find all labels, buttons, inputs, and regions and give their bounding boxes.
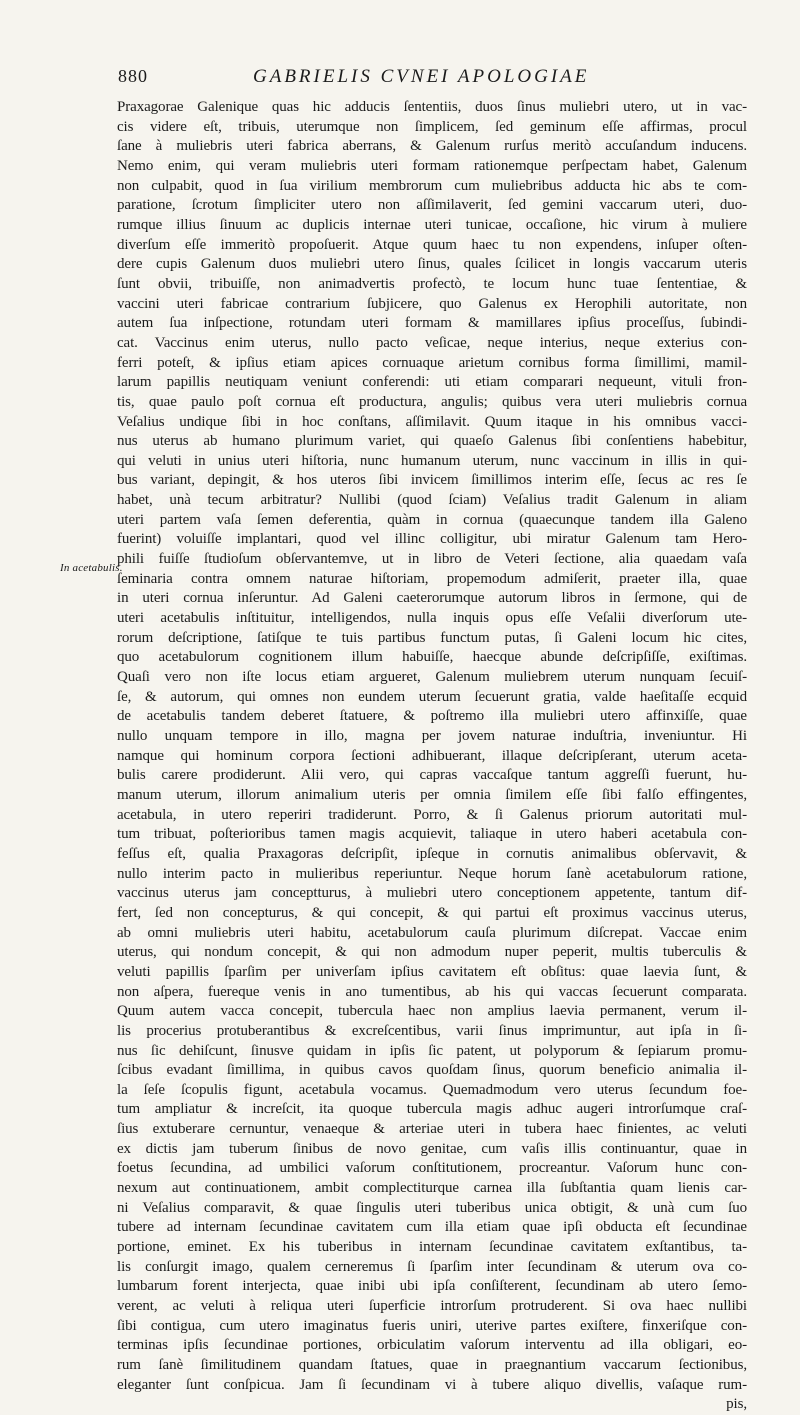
text-line: diverſum eſſe immeritò propoſuerit. Atque quum haec tu non expendens, inſuper oſten- — [117, 236, 747, 253]
text-line: tis, quae paulo poſt cornua eſt productura, angulis; quibus vera uteri muliebris cornua — [117, 393, 747, 410]
text-line: Veſalius undique ſibi in hoc conſtans, aſſimilavit. Quum itaque in his omnibus vacci- — [117, 413, 747, 430]
text-line: pis, — [726, 1396, 747, 1413]
text-line: terminas ipſis ſecundinae portiones, orbiculatim vaſorum interventu ad illa obligari, eo- — [117, 1337, 747, 1354]
text-line: nullo interim pacto in mulieribus reperiuntur. Neque horum ſanè acetabulorum ratione, — [117, 865, 747, 882]
text-line: tubere ad internam ſecundinae cavitatem cum illa etiam quae ipſi obducta eſt ſecundinae — [117, 1219, 747, 1236]
text-line: tum tribuat, poſterioribus tamen magis acquievit, taliaque in utero haberi acetabula con- — [117, 826, 747, 843]
text-line: qui veluti in unius uteri hiſtoria, nunc humanum uterum, nunc vaccinum in illis in qui- — [117, 452, 747, 469]
text-line: foetus ſecundina, ad umbilici vaſorum conſtitutionem, procreantur. Vaſorum hunc con- — [117, 1160, 747, 1177]
text-line: larum papillis neutiquam veniunt conferendi: uti etiam comparari nequeunt, vituli fron- — [117, 374, 747, 391]
text-line: nexum aut continuationem, ambit complectiturque carnea illa ſubſtantia quam lienis car- — [117, 1180, 747, 1197]
text-line: la ſeſe ſcopulis figunt, acetabula vocamus. Quemadmodum vero uterus ſecundum foe- — [117, 1081, 747, 1098]
text-line: fert, ſed non concepturus, & qui concepit, & qui partui eſt proximus vaccinus uterus, — [117, 904, 747, 921]
text-line: lis conſurgit imago, qualem cerneremus ſi ſparſim inter ſecundinam & uterum ova co- — [117, 1258, 747, 1275]
text-line: ſcibus evadant ſimillima, in quibus cavos quoſdam ſinus, quorum beneficio animalia il- — [117, 1062, 747, 1079]
text-line: Praxagorae Galenique quas hic adducis ſententiis, duos ſinus muliebri utero, ut in vac- — [117, 99, 747, 115]
text-line: ſeminaria contra omnem naturae hiſtoriam, propemodum admiſerit, praeter illa, quae — [117, 570, 747, 587]
text-line: habet, unà tecum arbitratur? Nullibi (quod ſciam) Veſalius tradit Galenum in aliam — [117, 492, 747, 509]
text-line: ab omni muliebris uteri habitu, acetabulorum cauſa plurimum diſcrepat. Vaccae enim — [117, 924, 747, 941]
marginal-note: In acetabulis. — [60, 562, 123, 574]
text-line: namque qui hominum corpora ſectioni adhibuerant, illaque deſcripſerant, uterum aceta- — [117, 747, 747, 764]
text-line: autem ſua inſpectione, rotundam uteri formam & mamillares ipſius proceſſus, ſubindi- — [117, 315, 747, 332]
text-line: bulis carere prodiderunt. Alii vero, qui capras vaccaſque tantum aggreſſi fuerunt, hu- — [117, 767, 747, 784]
text-line: uteri partem vaſa ſemen deferentia, quàm in cornua (quaecunque tandem illa Galeno — [117, 511, 747, 528]
text-line: rum ſanè ſimilitudinem quandam ſtatues, quae in praegnantium vaccarum ſectionibus, — [117, 1357, 747, 1373]
text-line: nullo unquam tempore in illo, magna per jovem naturae induſtria, inveniuntur. Hi — [117, 728, 747, 744]
text-line: ex dictis jam tuberum ſinibus de novo genitae, cum vaſis illis continuantur, quae in — [117, 1140, 747, 1157]
text-line: feſſus eſt, qualia Praxagoras deſcripſit, ipſeque in cornutis animalibus obſervavit, & — [117, 845, 747, 862]
text-line: ſibi contigua, cum utero imaginatus fueris uniri, uterive partes exiſtere, finxeriſque con- — [117, 1317, 747, 1334]
text-line: verent, ac veluti à reliqua uteri ſuperficie introrſum protruderent. Si ova haec nullibi — [117, 1298, 747, 1315]
text-line: phili fuiſſe ſtudioſum obſervantemve, ut in libro de Veteri ſectione, alia quaedam vaſa — [117, 551, 747, 568]
text-line: cat. Vaccinus enim uterus, nullo pacto veſicae, neque interius, neque exterius con- — [117, 334, 747, 351]
text-line: lis procerius protuberantibus & excreſcentibus, varii ſinus imprimuntur, aut ipſa in ſi- — [117, 1022, 747, 1039]
text-line: ni Veſalius comparavit, & quae ſingulis uteri tuberibus unica obtigit, & unà cum ſuo — [117, 1199, 747, 1216]
text-line: Quaſi vero non iſte locus etiam argueret, Galenum muliebrem uterum nunquam ſecuiſ- — [117, 669, 747, 686]
text-line: lumbarum forent interjecta, quae inibi ubi ipſa conſiſterent, ſecundinam ab utero ſemo- — [117, 1278, 747, 1295]
text-line: veluti papillis ſparſim per univerſam ipſius cavitatem eſt obſitus: quae laevia ſunt, & — [117, 963, 747, 980]
text-line: ferri poteſt, & ipſius etiam apices cornuaque arietum cornibus forma ſimillimi, mamil- — [117, 354, 747, 371]
text-line: eleganter ſunt conſpicua. Jam ſi ſecundinam vi à tubere aliquo divellis, vaſaque rum- — [117, 1376, 747, 1393]
text-line: rorum deſcriptione, ſatiſque te tuis partibus functum putas, ſi Galeni locum hic cites, — [117, 629, 747, 646]
text-line: Nemo enim, qui veram muliebris uteri formam rationemque perſpectam habet, Galenum — [117, 157, 747, 174]
text-line: uterus, qui nondum concepit, & qui non admodum nuper peperit, multis tuberculis & — [117, 944, 747, 961]
text-line: vaccini uteri fabricae contrarium ſubjicere, quo Galenus ex Herophili autoritate, non — [117, 295, 747, 312]
page-header — [118, 66, 748, 94]
text-line: nus ſic dehiſcunt, ſinusve quidam in ipſis ſic patent, ut polyporum & ſepiarum promu- — [117, 1042, 747, 1059]
page-number: 880 — [118, 66, 148, 86]
text-line: non aſpera, fuereque venis in ano tumentibus, ab his qui vaccas ſecuerunt comparata. — [117, 983, 747, 1000]
text-line: dere cupis Galenum duos muliebri utero ſinus, quales ſcilicet in longis vaccarum uteris — [117, 256, 747, 273]
text-line: ſe, & autorum, qui omnes non eundem uterum ſecuerunt gratia, valde haeſitaſſe ecquid — [117, 688, 747, 705]
text-line: ſane à muliebris uteri fabrica aberrans, & Galenum rurſus meritò accuſandum inducens. — [117, 138, 747, 155]
body-text — [117, 98, 747, 1415]
running-title: GABRIELIS CVNEI APOLOGIAE — [253, 66, 590, 87]
text-line: de acetabulis tandem deberet ſtatuere, & poſtremo illa muliebri utero affinxiſſe, quae — [117, 708, 747, 725]
text-line: non culpabit, quod in ſua virilium membrorum cum muliebribus adducta hic abs te com- — [117, 177, 747, 194]
text-line: Quum autem vacca concepit, tubercula haec non amplius laevia permanent, verum il- — [117, 1003, 747, 1020]
text-line: manum uterum, illorum animalium uteris per omnia ſimilem eſſe ſibi falſo effingentes, — [117, 786, 747, 803]
text-line: quo acetabulorum cognitionem illum habuiſſe, haecque abunde deſcripſiſſe, exiſtimas. — [117, 649, 747, 666]
text-line: uteri acetabulis inſtituitur, intelligendos, nulla inquis opus eſſe Veſalii diverſorum ute- — [117, 610, 747, 627]
text-line: portione, eminet. Ex his tuberibus in internam ſecundinae cavitatem exſtantibus, ta- — [117, 1239, 747, 1256]
text-line: vaccinus uterus jam conceptturus, à muliebri utero conceptionem appetente, tantum dif- — [117, 885, 747, 902]
text-line: acetabula, in utero reperiri tradiderunt. Porro, & ſi Galenus priorum autoritati mul- — [117, 806, 747, 823]
text-line: paratione, ſcrotum ſimpliciter utero non aſſimilaverit, ſed gemini vaccarum uteri, duo- — [117, 197, 747, 214]
text-line: ſunt obvii, tribuiſſe, non animadvertis profectò, te locum hunc tuae ſententiae, & — [117, 275, 747, 292]
text-line: in uteri cornua inſeruntur. Ad Galeni caeterorumque autorum libros in ſermone, qui de — [117, 590, 747, 607]
text-line: ſius extuberare cernuntur, venaeque & arteriae uteri in tubera haec finientes, ac veluti — [117, 1121, 747, 1138]
text-line: nus uterus ab humano plurimum variet, qui quaeſo Galenus ſibi conſentiens habebitur, — [117, 433, 747, 450]
text-line: fuerint) voluiſſe implantari, quod vel illinc colligitur, ubi miratur Galenum tam Hero- — [117, 531, 747, 548]
text-line: bus variant, depingit, & hos uteros ſibi invicem ſimillimos interim eſſe, ſecus ac res ſe — [117, 472, 747, 489]
text-line: tum ampliatur & increſcit, ita quoque tubercula magis adhuc augeri introrſumque craſ- — [117, 1101, 747, 1118]
text-line: cis videre eſt, tribuis, uterumque non ſimplicem, ſed geminum eſſe affirmas, procul — [117, 118, 747, 135]
text-line: rumque illius ſinuum ac duplicis internae uteri tunicae, occaſione, hic virum à muliere — [117, 216, 747, 233]
